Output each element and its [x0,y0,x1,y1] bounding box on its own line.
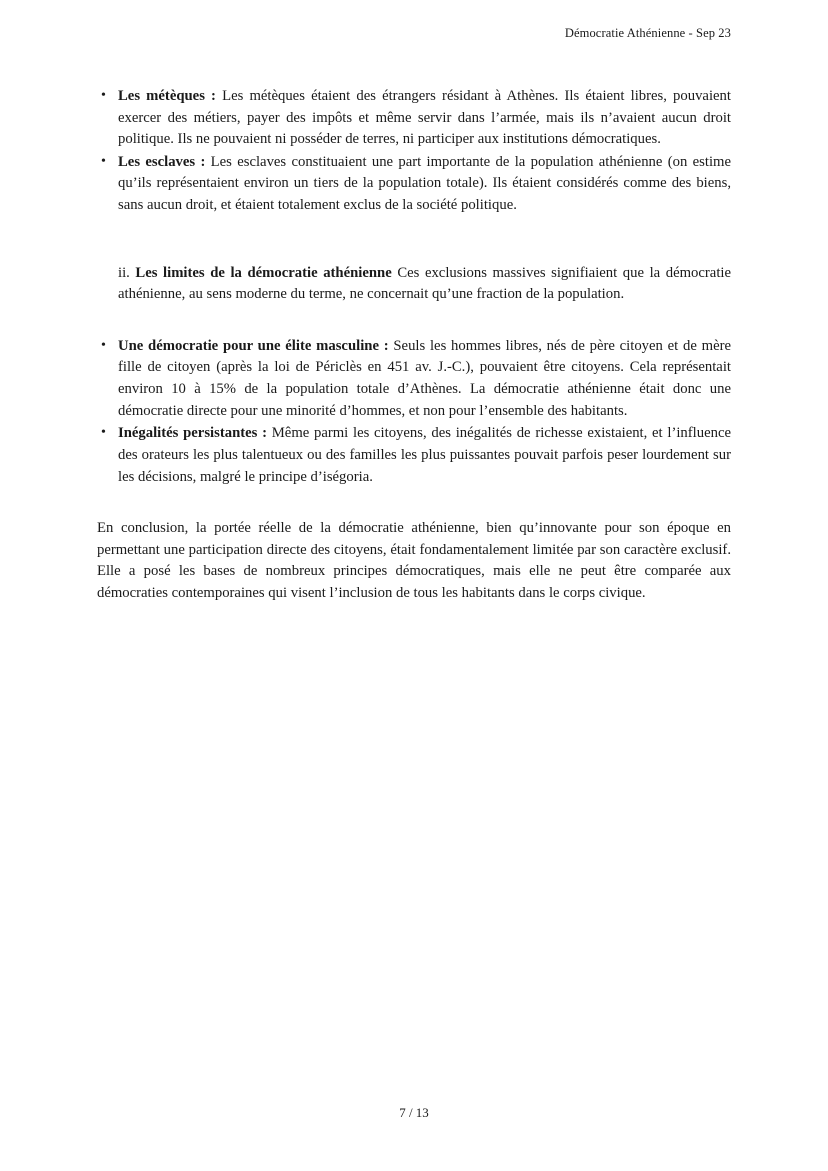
list-item-text: Les esclaves constituaient une part importante de la population athénienne (on estime qu’ils représentaient environ un tiers de la population totale). Ils étaient considérés comme des biens, sans aucun droit, et étaient totalement exclus de la société politique. [118,153,731,214]
list-item-term: Une démocratie pour une élite masculine : [118,337,389,354]
list-item [97,86,731,151]
list-item [97,423,731,488]
list-item-text: Les métèques étaient des étrangers résidant à Athènes. Ils étaient libres, pouvaient exercer des métiers, payer des impôts et même servir dans l’armée, mais ils n’avaient aucun droit politique. Ils ne pouvaient ni posséder de terres, ni participer aux institutions démocratiques. [118,88,731,148]
list-item [97,336,731,422]
subsection-numeral: ii. [118,264,136,281]
bullet-icon: • [101,88,106,103]
excluded-groups-list [97,86,731,217]
list-item-term: Inégalités persistantes : [118,425,267,442]
subsection-text: Ces exclusions massives signifiaient que la démocratie athénienne, au sens moderne du terme, ne concernait qu’une fraction de la population. [118,264,731,303]
list-item-term: Les métèques : [118,88,216,104]
list-item [97,152,731,217]
list-item-text: Seuls les hommes libres, nés de père citoyen et de mère fille de citoyen (après la loi de Périclès en 451 av. J.-C.), pouvaient être citoyens. Cela représentait environ 10 à 15% de la population totale d’Athènes. La démocratie athénienne était donc une démocratie directe pour une minorité d’hommes, et non pour l’ensemble des habitants. [118,337,731,419]
page-number: 7 / 13 [399,1105,429,1120]
subsection-heading-paragraph [97,263,731,306]
bullet-icon: • [101,153,106,169]
page-content [97,86,731,619]
subsection-title: Les limites de la démocratie athénienne [135,264,392,281]
list-item-term: Les esclaves : [118,153,206,170]
running-header: Démocratie Athénienne - Sep 23 [564,26,731,40]
conclusion-paragraph: En conclusion, la portée réelle de la démocratie athénienne, bien qu’innovante pour son époque en permettant une participation directe des citoyens, était fondamentalement limitée par son caractère exclusif. Elle a posé les bases de nombreux principes démocratiques, mais elle ne peut être comparée aux démocraties contemporaines qui visent l’inclusion de tous les habitants dans le corps civique. [97,520,731,601]
limits-list [97,336,731,488]
bullet-icon: • [101,425,106,441]
bullet-icon: • [101,337,106,353]
list-item-text: Même parmi les citoyens, des inégalités de richesse existaient, et l’influence des orateurs les plus talentueux ou des familles les plus puissantes pouvait parfois peser lourdement sur les décisions, malgré le principe d’iségoria. [118,425,731,485]
